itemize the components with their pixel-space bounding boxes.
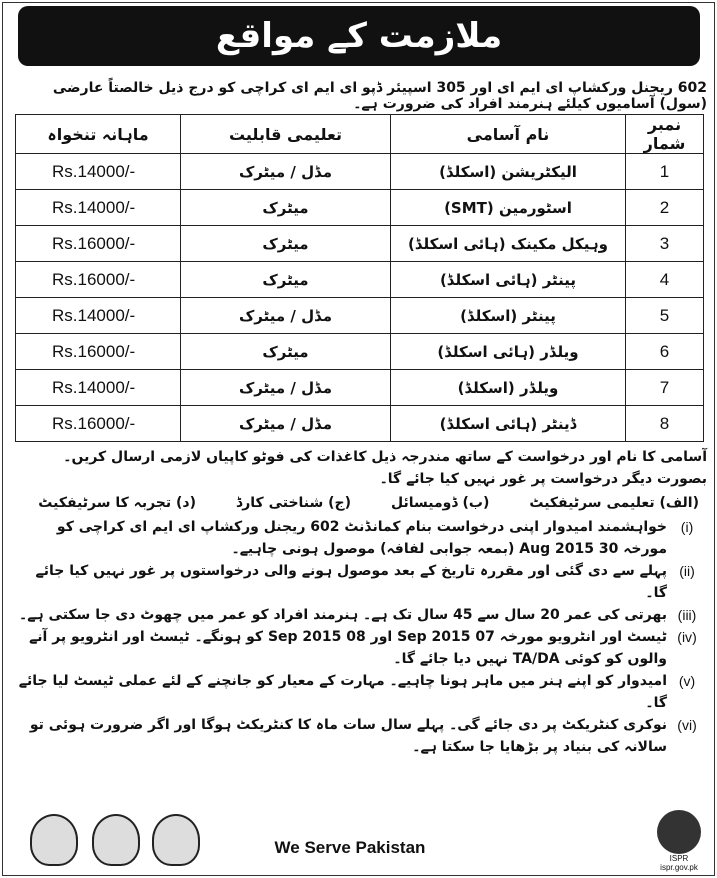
salary-cell: Rs.16000/- [16, 262, 181, 298]
education-cell: میٹرک [181, 226, 391, 262]
notes [12, 446, 707, 760]
serial-cell: 4 [626, 262, 704, 298]
header-post: نام آسامی [391, 115, 626, 154]
education-cell: میٹرک [181, 334, 391, 370]
table-row [16, 262, 704, 298]
salary-cell: Rs.14000/- [16, 370, 181, 406]
post-cell: ویلڈر (اسکلڈ) [391, 370, 626, 406]
post-cell: پینٹر (ہائی اسکلڈ) [391, 262, 626, 298]
doc-item: (د) تجربہ کا سرٹیفکیٹ [38, 495, 196, 511]
note-text: ٹیسٹ اور انٹرویو مورخہ 07 Sep 2015 اور 08 Sep 2015 کو ہونگے۔ ٹیسٹ اور انٹرویو پر آنے والوں کو کوئی TA/DA نہیں دیا جائے گا۔ [29, 629, 667, 667]
post-cell: الیکٹریشن (اسکلڈ) [391, 154, 626, 190]
header-serial: نمبر شمار [626, 115, 704, 154]
table-row [16, 226, 704, 262]
note-item [12, 604, 707, 626]
doc-item: (ب) ڈومیسائل [391, 495, 490, 511]
note-text: بھرتی کی عمر 20 سال سے 45 سال تک ہے۔ ہنرمند افراد کو عمر میں چھوٹ دی جا سکتی ہے۔ [19, 607, 667, 623]
note-number: (v) [678, 673, 696, 689]
post-cell: اسٹورمین (SMT) [391, 190, 626, 226]
note-item [12, 714, 707, 758]
note-number: (iii) [677, 607, 697, 623]
serial-cell: 5 [626, 298, 704, 334]
serial-cell: 7 [626, 370, 704, 406]
note-text: امیدوار کو اپنے ہنر میں ماہر ہونا چاہیے۔ مہارت کے معیار کو جانچنے کے لئے عملی ٹیسٹ لیا جائے گا۔ [18, 673, 667, 711]
ispr-label: ISPR [669, 854, 689, 863]
table-row [16, 334, 704, 370]
air-force-logo-icon [152, 814, 200, 866]
ad-title: ملازمت کے مواقع [18, 6, 700, 66]
serial-cell: 1 [626, 154, 704, 190]
post-cell: ویلڈر (ہائی اسکلڈ) [391, 334, 626, 370]
ispr-url: ispr.gov.pk [660, 863, 698, 872]
table-row [16, 190, 704, 226]
table-row [16, 370, 704, 406]
salary-cell: Rs.14000/- [16, 154, 181, 190]
salary-cell: Rs.16000/- [16, 226, 181, 262]
slogan: We Serve Pakistan [274, 838, 426, 857]
education-cell: مڈل / میٹرک [181, 154, 391, 190]
doc-item: (الف) تعلیمی سرٹیفکیٹ [529, 495, 699, 511]
note-number: (vi) [677, 717, 697, 733]
table-row [16, 406, 704, 442]
note-item [12, 560, 707, 604]
serial-cell: 3 [626, 226, 704, 262]
education-cell: مڈل / میٹرک [181, 406, 391, 442]
education-cell: مڈل / میٹرک [181, 370, 391, 406]
salary-cell: Rs.16000/- [16, 406, 181, 442]
navy-logo-icon [92, 814, 140, 866]
vacancies-table [15, 114, 704, 442]
education-cell: مڈل / میٹرک [181, 298, 391, 334]
table-row [16, 298, 704, 334]
post-cell: ڈینٹر (ہائی اسکلڈ) [391, 406, 626, 442]
serial-cell: 8 [626, 406, 704, 442]
note-text: پہلے سے دی گئی اور مقررہ تاریخ کے بعد موصول ہونے والی درخواستوں پر غور نہیں کیا جائے گا۔ [35, 563, 667, 601]
salary-cell: Rs.16000/- [16, 334, 181, 370]
education-cell: میٹرک [181, 262, 391, 298]
post-cell: وہیکل مکینک (ہائی اسکلڈ) [391, 226, 626, 262]
serial-cell: 6 [626, 334, 704, 370]
header-salary: ماہانہ تنخواہ [16, 115, 181, 154]
ispr-logo [655, 810, 703, 872]
army-logo-icon [30, 814, 78, 866]
footer [0, 806, 717, 878]
note-number: (i) [680, 519, 694, 535]
education-cell: میٹرک [181, 190, 391, 226]
post-cell: پینٹر (اسکلڈ) [391, 298, 626, 334]
required-documents [12, 492, 707, 514]
note-number: (iv) [677, 629, 697, 645]
note-item [12, 670, 707, 714]
note-text: نوکری کنٹریکٹ پر دی جائے گی۔ پہلے سال سات ماہ کا کنٹریکٹ ہوگا اور اگر ضرورت ہوئی تو سالانہ کی بنیاد پر بڑھایا جا سکتا ہے۔ [29, 717, 667, 755]
salary-cell: Rs.14000/- [16, 298, 181, 334]
doc-item: (ج) شناختی کارڈ [236, 495, 352, 511]
serial-cell: 2 [626, 190, 704, 226]
table-row [16, 154, 704, 190]
note-item [12, 626, 707, 670]
intro-text: 602 ریجنل ورکشاپ ای ایم ای اور 305 اسپیئر ڈپو ای ایم ای کراچی کو درج ذیل خالصتاً عارضی (سول) آسامیوں کیلئے ہنرمند افراد کی ضرورت ہے۔ [52, 80, 707, 112]
header-education: تعلیمی قابلیت [181, 115, 391, 154]
salary-cell: Rs.14000/- [16, 190, 181, 226]
note-number: (ii) [679, 563, 695, 579]
note-text: خواہشمند امیدوار اپنی درخواست بنام کمانڈنٹ 602 ریجنل ورکشاپ ای ایم ای کراچی کو مورخہ 30 Aug 2015 (بمعہ جوابی لفافہ) موصول ہونی چاہیے۔ [56, 519, 667, 557]
notes-lead: آسامی کا نام اور درخواست کے ساتھ مندرجہ ذیل کاغذات کی فوٹو کاپیاں لازمی ارسال کریں۔ بصورت دیگر درخواست پر غور نہیں کیا جائے گا۔ [63, 449, 707, 487]
note-item [12, 516, 707, 560]
ispr-emblem-icon [657, 810, 701, 854]
